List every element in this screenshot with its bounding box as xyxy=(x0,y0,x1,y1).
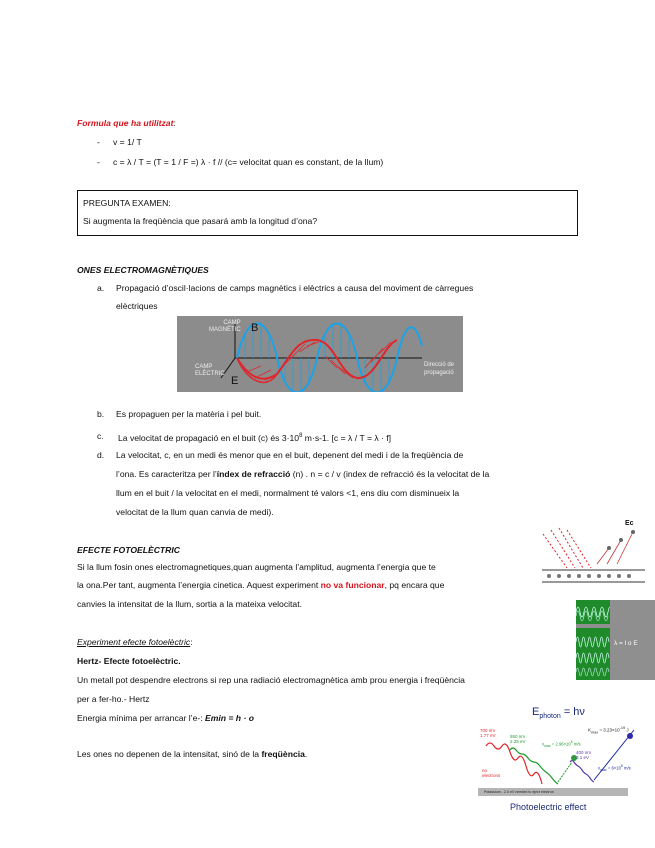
photo-line2-red: no va funcionar xyxy=(320,580,385,590)
em-item-d-line2 xyxy=(116,469,489,480)
em-item-d-letter: d. xyxy=(97,450,105,460)
em-item-b-text: Es propaguen per la matèria i pel buit. xyxy=(116,409,262,419)
exam-question: Si augmenta la freqüència que pasará amb la longitud d’ona? xyxy=(83,216,318,226)
speed-blue-unit: m/s xyxy=(622,765,631,771)
em-wave-diagram xyxy=(177,316,463,392)
speed-label-green xyxy=(542,740,581,748)
em-item-d-line1: La velocitat, c, en un medi és menor que en el buit, depenent del medi i de la freqüència de xyxy=(116,450,464,460)
label-no: no xyxy=(482,768,488,773)
photo-line2-pre: la ona.Per tant, augmenta l’energia cinetica. Aquest experiment xyxy=(77,580,321,590)
label-direction-2: propagació xyxy=(424,370,454,376)
wave-400nm xyxy=(570,761,594,783)
wave-panel-2 xyxy=(576,628,610,680)
experiment-line4-pre: Les ones no depenen de la intensitat, sinó de la xyxy=(77,749,262,759)
photoelectric-figure-svg xyxy=(537,520,647,588)
metal-electrons xyxy=(547,574,631,578)
photoelectric-effect-figure xyxy=(470,706,650,818)
label-electrons: electrons xyxy=(482,773,501,778)
photon-energy-e: E xyxy=(532,706,540,718)
label-magnetic-2: MAGNÈTIC xyxy=(209,327,241,333)
label-direction-1: Direcció de xyxy=(424,362,455,368)
speed-green-sub: max xyxy=(544,744,551,749)
electron-blue xyxy=(627,733,633,739)
em-item-d-line2-pre: l’ona. Es caracteritza per l’ xyxy=(116,469,217,479)
experiment-line4-bold: freqüència xyxy=(261,749,305,759)
electron-path-green xyxy=(558,762,572,782)
em-item-a-letter: a. xyxy=(97,283,105,293)
speed-blue-sup: 5 xyxy=(620,764,623,768)
em-item-d-line4: velocitat de la llum quan canvia de medi). xyxy=(116,507,274,517)
experiment-heading-text: Experiment efecte fotoelèctric xyxy=(77,637,191,647)
formula-heading xyxy=(77,118,176,129)
symbol-b: B xyxy=(251,322,259,334)
experiment-line4-post: . xyxy=(304,749,308,759)
kmax-post: = 3.23×10 xyxy=(598,727,620,733)
em-item-a-line1: Propagació d’oscil·lacions de camps magnètics i elèctrics a causa del moviment de càrregues xyxy=(116,283,474,293)
speed-label-blue xyxy=(598,764,631,772)
label-700nm-wl: 700 nm xyxy=(480,728,496,733)
emitted-electrons xyxy=(607,530,635,550)
speed-green-sup: 5 xyxy=(570,740,573,744)
label-550nm xyxy=(510,734,526,744)
frequency-panel-figure xyxy=(576,600,655,680)
speed-blue-sub: max xyxy=(600,768,607,773)
label-lambda-formula: λ = l o E xyxy=(614,640,638,647)
incident-light xyxy=(543,528,591,568)
emitted-electron-paths xyxy=(597,532,633,564)
formula-bullet-2: - xyxy=(97,157,100,167)
metal-label: Potassium - 2.0 eV needed to eject electron xyxy=(484,790,554,794)
experiment-heading xyxy=(77,637,193,648)
kmax-sub: max xyxy=(591,730,599,735)
photo-heading: EFECTE FOTOELÈCTRIC xyxy=(77,545,180,555)
em-heading: ONES ELECTROMAGNÈTIQUES xyxy=(77,265,209,275)
em-item-d-line2-post: (n) . n = c / v (index de refracció és la velocitat de la xyxy=(290,469,490,479)
wave-panel-1 xyxy=(576,600,610,624)
label-magnetic-field xyxy=(209,320,241,334)
kmax-k: K xyxy=(588,727,592,733)
symbol-e: E xyxy=(231,375,239,387)
label-400nm-wl: 400 nm xyxy=(576,750,592,755)
em-item-c-pre: La velocitat de propagació en el buit (c) és 3·10 xyxy=(118,432,300,443)
exam-question-box xyxy=(77,190,578,236)
formula-item-2: c = λ / T = (T = 1 / F =) λ · f // (c= velocitat quan es constant, de la llum) xyxy=(113,157,384,167)
photon-energy-sub: photon xyxy=(539,713,561,721)
formula-bullet-1: - xyxy=(97,137,100,147)
em-item-a-line2: elèctriques xyxy=(116,301,158,311)
experiment-heading-colon: : xyxy=(190,637,193,647)
photoelectric-figure xyxy=(537,520,647,588)
photo-line1: Si la llum fosin ones electromagnetiques,quan augmenta l’amplitud, augmenta l’energia que te xyxy=(77,562,436,572)
experiment-line3-pre: Energia mínima per arrancar l’e-: xyxy=(77,713,205,723)
wave-550nm xyxy=(510,748,558,784)
formula-heading-colon: : xyxy=(173,118,176,128)
label-550nm-ev: 2.25 eV xyxy=(510,739,526,744)
em-item-c-letter: c. xyxy=(97,431,104,441)
label-400nm xyxy=(576,750,591,760)
figure-caption: Photoelectric effect xyxy=(510,802,587,812)
label-ec: Ec xyxy=(625,520,634,527)
kmax-unit: J xyxy=(625,727,629,733)
experiment-line2: per a fer-ho.- Hertz xyxy=(77,694,150,704)
experiment-line1: Un metall pot despendre electrons si rep una radiació electromagnètica amb prou energia i freqüència xyxy=(77,675,465,685)
speed-blue-v: v xyxy=(598,765,601,771)
label-400nm-ev: 3.1 eV xyxy=(576,755,590,760)
label-electric-field xyxy=(195,364,225,378)
label-550nm-wl: 550 nm xyxy=(510,734,526,739)
em-item-b-letter: b. xyxy=(97,409,105,419)
photo-line2-post: , pq encara que xyxy=(384,580,445,590)
speed-green-v: v xyxy=(542,741,545,747)
label-700nm xyxy=(480,728,496,738)
speed-green-unit: m/s xyxy=(572,741,581,747)
photo-line2 xyxy=(77,580,444,591)
speed-blue-val: = 6×10 xyxy=(606,765,621,771)
label-no-electrons xyxy=(482,768,500,778)
em-item-c-sup: 8 xyxy=(299,433,303,439)
experiment-subheading: Hertz- Efecte fotoelèctric. xyxy=(77,656,181,666)
label-magnetic-1: CAMP xyxy=(223,320,241,326)
em-item-c-text xyxy=(118,431,391,444)
label-700nm-ev: 1.77 eV xyxy=(480,733,496,738)
experiment-line4 xyxy=(77,749,307,760)
kmax-sup: -19 xyxy=(619,726,626,730)
label-electric-1: CAMP xyxy=(195,364,213,370)
exam-title: PREGUNTA EXAMEN: xyxy=(83,198,171,208)
formula-heading-text: Formula que ha utilitzat xyxy=(77,118,174,128)
experiment-line3 xyxy=(77,713,254,724)
photon-energy-post: = hν xyxy=(560,706,585,718)
em-item-d-line2-bold: índex de refracció xyxy=(216,469,291,479)
wave-panel-1-svg xyxy=(576,600,610,624)
experiment-line3-bold: Emin = h · o xyxy=(205,713,254,723)
photo-line3: canvies la intensitat de la llum, sortia a la mateixa velocitat. xyxy=(77,599,302,609)
label-electric-2: ELÈCTRIC xyxy=(195,371,225,377)
speed-green-val: = 2.96×10 xyxy=(550,741,571,747)
em-item-c-post: m·s-1. [c = λ / T = λ · f] xyxy=(302,432,392,443)
wave-panel-2-svg xyxy=(576,628,610,680)
em-item-d-line3: llum en el buit / la velocitat en el medi, normalment té valors <1, ens diu com disminueix la xyxy=(116,488,460,498)
formula-item-1: v = 1/ T xyxy=(113,137,142,147)
label-direction xyxy=(424,361,454,377)
